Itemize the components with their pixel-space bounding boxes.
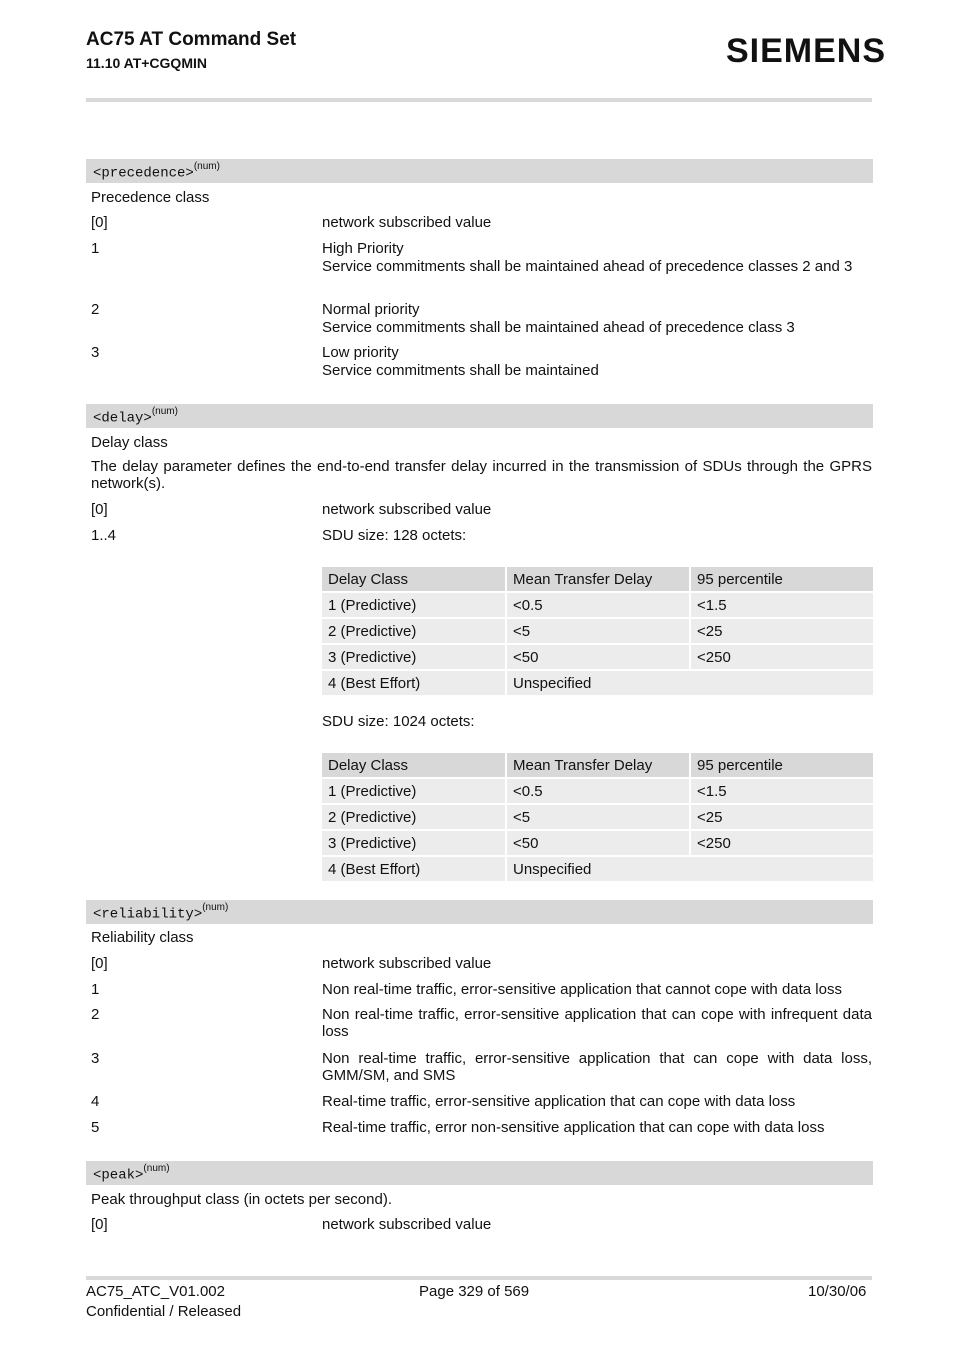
table-cell: <250: [689, 645, 873, 669]
desc-cell: High Priority: [322, 240, 404, 257]
value-cell: 2: [91, 1006, 100, 1023]
table-row: [322, 805, 873, 829]
header-rule: [86, 98, 872, 102]
table-row: [322, 857, 873, 881]
siemens-logo: SIEMENS: [726, 32, 887, 70]
section-heading: Peak throughput class (in octets per second).: [91, 1191, 392, 1208]
section-subtitle: 11.10 AT+CGQMIN: [86, 55, 207, 71]
table-header-cell: Mean Transfer Delay: [505, 753, 689, 777]
value-cell: 5: [91, 1119, 100, 1136]
param-type: (num): [143, 1163, 170, 1174]
table-cell: <5: [505, 619, 689, 643]
table-cell: <25: [689, 619, 873, 643]
table-row: [322, 619, 873, 643]
table-cell: 3 (Predictive): [322, 645, 505, 669]
value-cell: 2: [91, 301, 100, 318]
table-header-cell: Delay Class: [322, 567, 505, 591]
table-cell: <0.5: [505, 593, 689, 617]
desc-cell: SDU size: 1024 octets:: [322, 713, 475, 730]
value-cell: [0]: [91, 214, 108, 231]
table-cell: <1.5: [689, 593, 873, 617]
param-type: (num): [151, 406, 178, 417]
desc-cell: Real-time traffic, error non-sensitive application that can cope with data loss: [322, 1119, 825, 1136]
desc-cell: Service commitments shall be maintained: [322, 362, 599, 379]
table-cell: <50: [505, 831, 689, 855]
table-cell: Unspecified: [505, 857, 873, 881]
document-title: AC75 AT Command Set: [86, 29, 297, 50]
value-cell: [0]: [91, 1216, 108, 1233]
section-heading: Precedence class: [91, 189, 210, 206]
value-cell: 1: [91, 981, 100, 998]
param-bar-reliability: [86, 900, 873, 924]
section-heading: Delay class: [91, 434, 168, 451]
footer-status: Confidential / Released: [86, 1303, 242, 1320]
desc-cell: Non real-time traffic, error-sensitive application that cannot cope with data loss: [322, 981, 842, 998]
table-cell: <50: [505, 645, 689, 669]
table-cell: 2 (Predictive): [322, 619, 505, 643]
param-type: (num): [202, 902, 229, 913]
footer-date: 10/30/06: [808, 1283, 867, 1300]
value-cell: 4: [91, 1093, 100, 1110]
desc-cell: network subscribed value: [322, 955, 492, 972]
desc-cell: network subscribed value: [322, 501, 492, 518]
param-name: <reliability>: [93, 906, 203, 923]
value-cell: 1: [91, 240, 100, 257]
table-row: [322, 671, 873, 695]
table-header-cell: Mean Transfer Delay: [505, 567, 689, 591]
delay-table-128: [322, 565, 873, 697]
table-cell: <25: [689, 805, 873, 829]
desc-cell: Normal priority: [322, 301, 420, 318]
desc-cell: SDU size: 128 octets:: [322, 527, 467, 544]
value-cell: 3: [91, 1050, 100, 1067]
desc-cell: Service commitments shall be maintained ahead of precedence class 3: [322, 319, 795, 336]
value-cell: [0]: [91, 501, 108, 518]
desc-cell: Low priority: [322, 344, 399, 361]
table-header-cell: Delay Class: [322, 753, 505, 777]
param-name: <delay>: [93, 410, 152, 427]
param-bar-precedence: [86, 159, 873, 183]
table-cell: <250: [689, 831, 873, 855]
value-cell: [0]: [91, 955, 108, 972]
desc-cell: Real-time traffic, error-sensitive application that can cope with data loss: [322, 1093, 796, 1110]
table-cell: Unspecified: [505, 671, 873, 695]
desc-cell: Non real-time traffic, error-sensitive application that can cope with data loss, GMM/SM, and SMS: [322, 1050, 872, 1084]
table-cell: 1 (Predictive): [322, 779, 505, 803]
footer-rule: [86, 1276, 872, 1280]
param-name: <precedence>: [93, 165, 194, 182]
value-cell: 3: [91, 344, 100, 361]
table-header-cell: 95 percentile: [689, 567, 873, 591]
table-row: [322, 831, 873, 855]
table-header-row: [322, 753, 873, 777]
param-type: (num): [193, 161, 220, 172]
table-row: [322, 779, 873, 803]
section-heading: Reliability class: [91, 929, 194, 946]
desc-cell: Service commitments shall be maintained ahead of precedence classes 2 and 3: [322, 258, 853, 275]
section-description: The delay parameter defines the end-to-end transfer delay incurred in the transmission of SDUs through the GPRS network(s).: [91, 458, 872, 492]
footer-page-number: Page 329 of 569: [419, 1283, 530, 1300]
table-row: [322, 593, 873, 617]
desc-cell: network subscribed value: [322, 214, 492, 231]
param-bar-peak: [86, 1161, 873, 1185]
table-header-cell: 95 percentile: [689, 753, 873, 777]
desc-cell: network subscribed value: [322, 1216, 492, 1233]
table-cell: 3 (Predictive): [322, 831, 505, 855]
table-cell: 4 (Best Effort): [322, 671, 505, 695]
value-cell: 1..4: [91, 527, 117, 544]
param-name: <peak>: [93, 1167, 144, 1184]
table-header-row: [322, 567, 873, 591]
footer-doc-id: AC75_ATC_V01.002: [86, 1283, 225, 1300]
table-cell: 4 (Best Effort): [322, 857, 505, 881]
table-row: [322, 645, 873, 669]
table-cell: <5: [505, 805, 689, 829]
desc-cell: Non real-time traffic, error-sensitive application that can cope with infrequent data loss: [322, 1006, 872, 1040]
table-cell: <0.5: [505, 779, 689, 803]
table-cell: 1 (Predictive): [322, 593, 505, 617]
delay-table-1024: [322, 751, 873, 883]
param-bar-delay: [86, 404, 873, 428]
table-cell: <1.5: [689, 779, 873, 803]
table-cell: 2 (Predictive): [322, 805, 505, 829]
